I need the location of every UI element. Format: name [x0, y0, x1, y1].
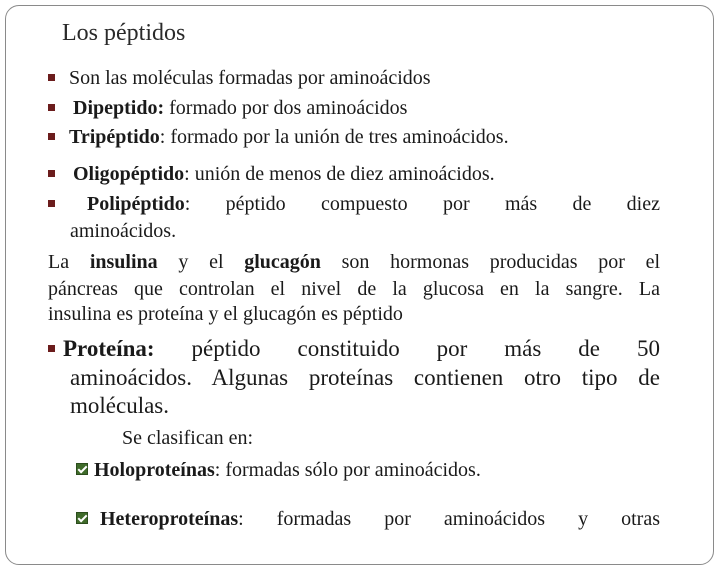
classify-term: Holoproteínas — [94, 459, 215, 481]
protein-item — [48, 334, 660, 363]
bullet-text: : unión de menos de diez aminoácidos. — [184, 163, 495, 185]
bullet-text: formado por dos aminoácidos — [164, 97, 408, 119]
paragraph-line-2: páncreas que controlan el nivel de la glucosa en la sangre. La — [48, 278, 660, 300]
bullet-item-3 — [48, 125, 509, 149]
bullet-item-1 — [48, 66, 431, 90]
square-bullet-icon — [48, 170, 55, 177]
bullet-term: Proteína: — [63, 336, 155, 361]
classify-term: Heteroproteínas — [100, 508, 239, 530]
bullet-item-4 — [48, 162, 495, 186]
checkbox-bullet-icon — [76, 463, 88, 475]
square-bullet-icon — [48, 133, 55, 140]
bullet-text: péptido constituido por más de 50 — [154, 336, 660, 361]
bullet-text: : formado por la unión de tres aminoácidos. — [159, 126, 509, 148]
square-bullet-icon — [48, 200, 55, 207]
classify-text: : formadas sólo por aminoácidos. — [214, 459, 481, 481]
bullet-item-2 — [48, 96, 407, 120]
slide-title: Los péptidos — [62, 20, 186, 46]
classify-text: : formadas por aminoácidos y otras — [238, 508, 660, 530]
square-bullet-icon — [48, 104, 55, 111]
classify-item-holo — [76, 458, 481, 482]
bullet-term: Oligopéptido — [73, 163, 185, 185]
bullet-item-5 — [48, 192, 660, 216]
protein-line-3: moléculas. — [70, 393, 169, 418]
paragraph-line-1: La insulina y el glucagón son hormonas producidas por el — [48, 251, 661, 273]
term-glucagon: glucagón — [244, 251, 321, 273]
bullet-term: Dipeptido: — [73, 97, 165, 119]
protein-line-2: aminoácidos. Algunas proteínas contienen otro tipo de — [70, 365, 660, 390]
term-insulina: insulina — [89, 251, 158, 273]
classify-intro: Se clasifican en: — [122, 427, 254, 449]
classify-item-hetero — [76, 507, 660, 531]
paragraph-line-3: insulina es proteína y el glucagón es péptido — [48, 303, 403, 325]
square-bullet-icon — [48, 74, 55, 81]
bullet-term: Tripéptido — [69, 126, 160, 148]
square-bullet-icon — [48, 345, 55, 352]
bullet-term: Polipéptido — [87, 193, 185, 215]
bullet-item-5-continuation: aminoácidos. — [70, 220, 177, 242]
bullet-text: : péptido compuesto por más de diez — [184, 193, 660, 215]
bullet-text: Son las moléculas formadas por aminoácidos — [69, 67, 431, 89]
checkbox-bullet-icon — [76, 512, 88, 524]
